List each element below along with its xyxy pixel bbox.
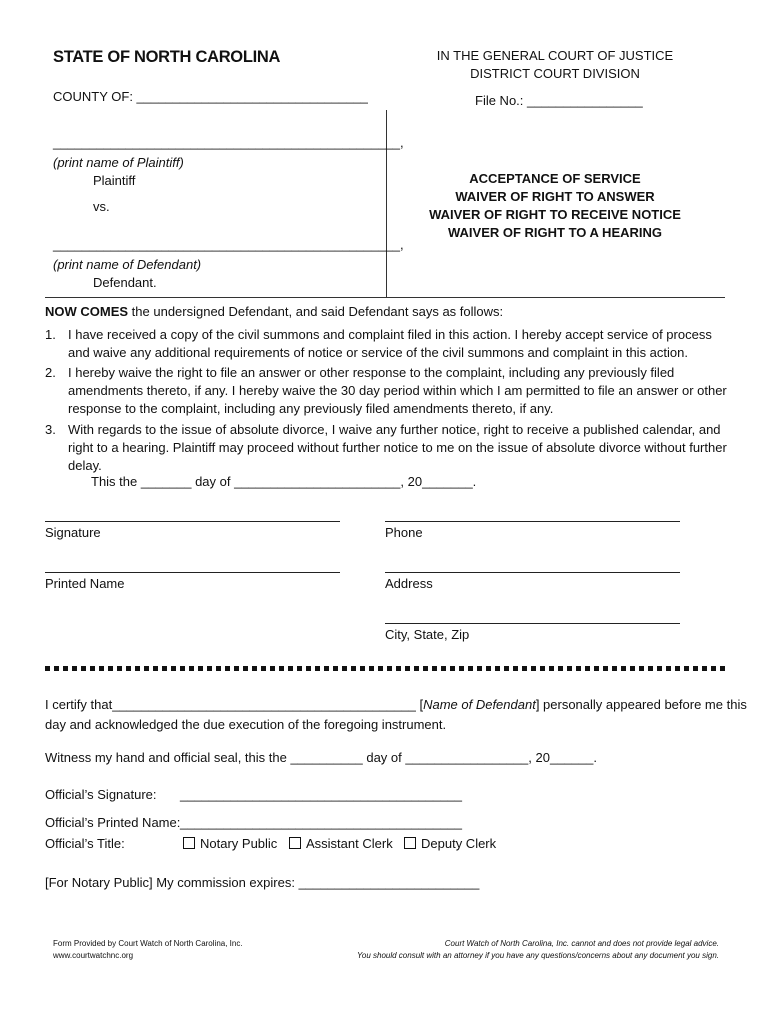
signature-line[interactable] (45, 521, 340, 522)
date-line[interactable]: This the _______ day of _______________________, 20_______. (91, 474, 477, 489)
official-title-label: Official’s Title: (45, 836, 125, 851)
certify-line-2: day and acknowledged the due execution of the foregoing instrument. (45, 717, 447, 732)
phone-line[interactable] (385, 521, 680, 522)
title-line-2: WAIVER OF RIGHT TO ANSWER (455, 189, 655, 204)
certify-start: I certify that__________________________________________ [ (45, 697, 424, 712)
county-field[interactable]: COUNTY OF: ________________________________ (53, 89, 368, 104)
certify-line-1[interactable] (45, 696, 747, 714)
caption-divider-horizontal (45, 297, 725, 298)
footer-disclaimer (357, 938, 719, 962)
city-state-zip-label: City, State, Zip (385, 627, 470, 642)
official-printed-name-line[interactable]: _______________________________________ (180, 815, 462, 830)
document-title (390, 170, 720, 242)
state-heading: STATE OF NORTH CAROLINA (53, 48, 281, 66)
footer-disclaimer-line-2: You should consult with an attorney if you have any questions/concerns about any document you sign. (356, 951, 719, 960)
witness-line[interactable]: Witness my hand and official seal, this the __________ day of _________________, 20______. (45, 750, 597, 765)
section-separator (45, 666, 725, 671)
footer-website-link[interactable]: www.courtwatchnc.org (53, 951, 134, 960)
official-signature-label: Official’s Signature: (45, 787, 157, 802)
official-signature-line[interactable]: _______________________________________ (180, 787, 462, 802)
versus-label: vs. (93, 199, 110, 214)
notary-public-label: Notary Public (200, 836, 278, 851)
notary-public-option[interactable] (183, 835, 277, 853)
item-number: 2. (45, 365, 56, 380)
defendant-hint: (print name of Defendant) (53, 257, 202, 272)
phone-label: Phone (385, 525, 423, 540)
notary-public-checkbox[interactable] (183, 837, 195, 849)
intro-bold: NOW COMES (45, 304, 129, 319)
deputy-clerk-option[interactable] (404, 835, 496, 853)
court-line-1: IN THE GENERAL COURT OF JUSTICE (436, 48, 674, 63)
certify-end: ] personally appeared before me this (535, 697, 747, 712)
item-number: 3. (45, 422, 56, 437)
signature-label: Signature (45, 525, 101, 540)
assistant-clerk-label: Assistant Clerk (306, 836, 393, 851)
address-line[interactable] (385, 572, 680, 573)
city-state-zip-line[interactable] (385, 623, 680, 624)
printed-name-line[interactable] (45, 572, 340, 573)
assistant-clerk-checkbox[interactable] (289, 837, 301, 849)
official-printed-name-label: Official’s Printed Name: (45, 815, 181, 830)
intro-paragraph (45, 303, 503, 321)
file-number-field[interactable]: File No.: ________________ (475, 93, 643, 108)
plaintiff-label: Plaintiff (93, 173, 136, 188)
list-item (45, 421, 735, 475)
list-item (45, 364, 735, 418)
deputy-clerk-checkbox[interactable] (404, 837, 416, 849)
defendant-label: Defendant. (93, 275, 157, 290)
title-line-4: WAIVER OF RIGHT TO A HEARING (447, 225, 663, 240)
footer-provider-name: Form Provided by Court Watch of North Carolina, Inc. (53, 939, 243, 948)
item-number: 1. (45, 327, 56, 342)
item-text: With regards to the issue of absolute divorce, I waive any further notice, right to receive a published calendar, and right to a hearing. Plaintiff may proceed without further notice to me on the issue of absolute divorce without further delay. (68, 422, 727, 473)
list-item (45, 326, 735, 362)
assistant-clerk-option[interactable] (289, 835, 393, 853)
title-line-1: ACCEPTANCE OF SERVICE (469, 171, 641, 186)
deputy-clerk-label: Deputy Clerk (421, 836, 497, 851)
title-line-3: WAIVER OF RIGHT TO RECEIVE NOTICE (429, 207, 681, 222)
plaintiff-name-line[interactable]: ________________________________________________, (53, 135, 404, 150)
address-label: Address (385, 576, 433, 591)
printed-name-label: Printed Name (45, 576, 125, 591)
item-text: I have received a copy of the civil summons and complaint filed in this action. I hereby accept service of process and waive any additional requirements of notice or service of the civil summons and complaint in this action. (68, 327, 712, 360)
defendant-name-line[interactable]: ________________________________________________, (53, 237, 404, 252)
court-line-2: DISTRICT COURT DIVISION (470, 66, 640, 81)
plaintiff-hint: (print name of Plaintiff) (53, 155, 184, 170)
footer-provider (53, 938, 243, 962)
footer-disclaimer-line-1: Court Watch of North Carolina, Inc. cannot and does not provide legal advice. (444, 939, 719, 948)
certify-italic: Name of Defendant (423, 697, 536, 712)
intro-rest: the undersigned Defendant, and said Defendant says as follows: (128, 304, 504, 319)
commission-expires-line[interactable]: [For Notary Public] My commission expires: _________________________ (45, 875, 480, 890)
item-text: I hereby waive the right to file an answer or other response to the complaint, including any previously filed amendments thereto, if any. I hereby waive the 30 day period within which I am permitted to file an answer or other response to the complaint, including any previously filed amendments thereto, if any. (68, 365, 727, 416)
